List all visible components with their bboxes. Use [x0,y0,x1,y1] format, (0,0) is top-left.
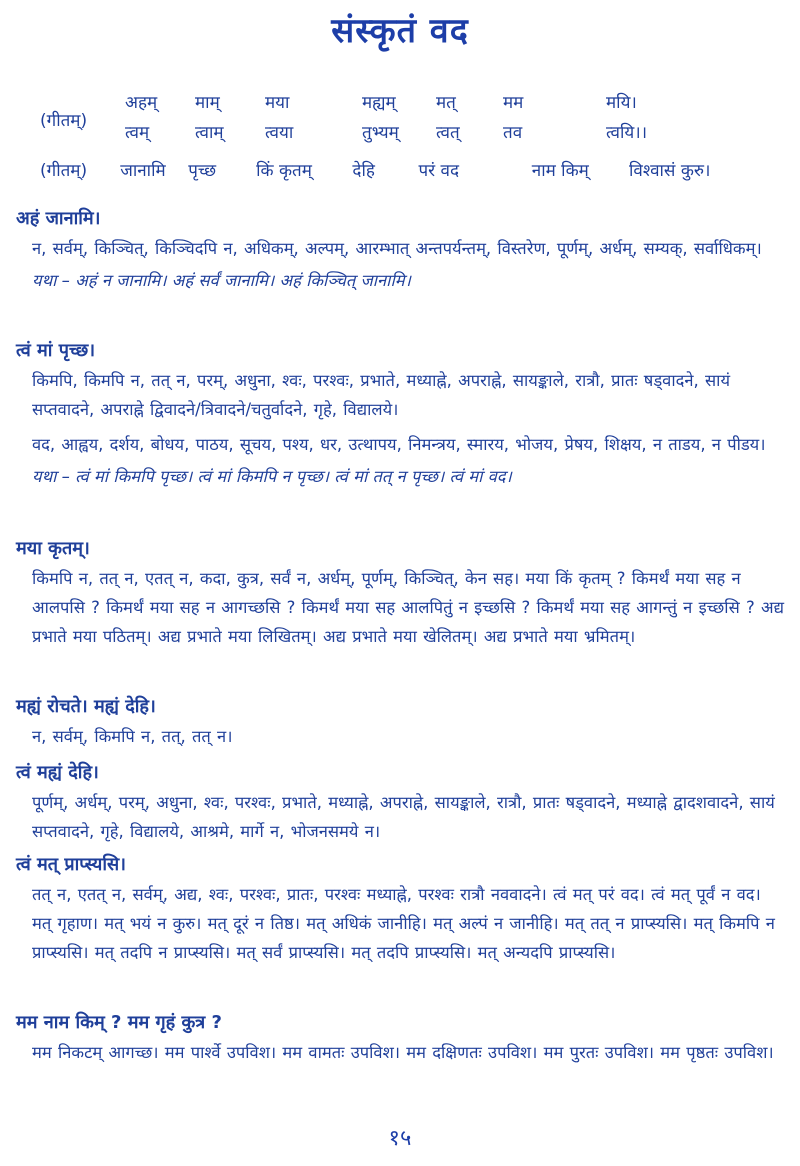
section-body: किमपि, किमपि न, तत् न, परम्, अधुना, श्वः, परश्वः, प्रभाते, मध्याह्ने, अपराह्ने, सायङ्काले, रात्रौ, प्रातः षड्वादने, सायं सप्तवादने, अपराह्ने द्विवादने/त्रिवादने/चतुर्वादने, गृहे, विद्यालये। [32,371,731,419]
pronoun-cell: त्वत् [436,123,460,143]
pronoun-table [40,88,780,186]
section-tvam-mam-prccha [16,338,786,490]
page-number: १५ [388,1126,412,1151]
section-heading: त्वं मह्यं देहि। [16,762,99,783]
section-body: पूर्णम्, अर्धम्, परम्, अधुना, श्वः, परश्वः, प्रभाते, मध्याह्ने, अपराह्ने, सायङ्काले, रात्रौ, प्रातः षड्वादने, मध्याह्ने द्वादशवादने, सायं सप्तवादने, गृहे, विद्यालये, आश्रमे, मार्गे न, भोजनसमये न। [32,793,775,841]
section-example: यथा – त्वं मां किमपि पृच्छ। त्वं मां किमपि न पृच्छ। त्वं मां तत् न पृच्छ। त्वं मां वद। [32,467,512,486]
gitam-label: (गीतम्) [40,161,88,181]
verb-cell: देहि [352,161,375,181]
section-maya-krtam [16,536,786,651]
pronoun-cell: त्वाम् [195,123,224,143]
section-mama-nama-kim [16,1010,786,1067]
verb-cell: जानामि [120,161,166,181]
section-mahyam-rocate [16,694,786,751]
section-heading: मया कृतम्। [16,538,90,559]
section-body-2: वद, आह्वय, दर्शय, बोधय, पाठय, सूचय, पश्य, धर, उत्थापय, निमन्त्रय, स्मारय, भोजय, प्रेषय, शिक्षय, न ताडय, न पीडय। [32,435,766,454]
section-heading: त्वं मां पृच्छ। [16,340,96,361]
pronoun-cell: माम् [195,93,220,113]
section-body: तत् न, एतत् न, सर्वम्, अद्य, श्वः, परश्वः, प्रातः, परश्वः मध्याह्ने, परश्वः रात्रौ नववादने। त्वं मत् परं वद। त्वं मत् पूर्वं न वद। मत् गृहाण। मत् भयं न कुरु। मत् दूरं न तिष्ठ। मत् अधिकं जानीहि। मत् अल्पं न जानीहि। मत् तत् न प्राप्स्यसि। मत् किमपि न प्राप्स्यसि। मत् तदपि न प्राप्स्यसि। मत् सर्वं प्राप्स्यसि। मत् तदपि प्राप्स्यसि। मत् अन्यदपि प्राप्स्यसि। [32,885,775,962]
section-body: न, सर्वम्, किञ्चित्, किञ्चिदपि न, अधिकम्, अल्पम्, आरम्भात् अन्तपर्यन्तम्, विस्तरेण, पूर्णम्, अर्धम्, सम्यक्, सर्वाधिकम्। [32,239,762,258]
pronoun-row-second-person [40,111,780,148]
section-body: न, सर्वम्, किमपि न, तत्, तत् न। [32,727,233,746]
pronoun-cell: मम [503,93,524,113]
section-body: किमपि न, तत् न, एतत् न, कदा, कुत्र, सर्वं न, अर्धम्, पूर्णम्, किञ्चित्, केन सह। मया किं कृतम् ? किमर्थं मया सह न आलपसि ? किमर्थं मया सह न आगच्छसि ? किमर्थं मया सह आलपितुं न इच्छसि ? किमर्थं मया सह आगन्तुं न इच्छसि ? अद्य प्रभाते मया पठितम्। अद्य प्रभाते मया लिखितम्। अद्य प्रभाते मया खेलितम्। अद्य प्रभाते मया भ्रमितम्। [32,569,784,646]
page-title: संस्कृतं वद [331,11,469,51]
section-aham-janami [16,206,786,294]
verb-cell: विश्वासं कुरु। [628,161,711,181]
section-tvam-mat-prapsyasi [16,852,786,967]
pronoun-cell: मयि। [606,93,637,113]
pronoun-cell: मया [265,93,290,113]
pronoun-cell: त्वम् [125,123,150,143]
section-tvam-mahyam-dehi [16,760,786,846]
section-heading: मम नाम किम् ? मम गृहं कुत्र ? [16,1012,222,1033]
section-body: मम निकटम् आगच्छ। मम पार्श्वे उपविश। मम वामतः उपविश। मम दक्षिणतः उपविश। मम पुरतः उपविश। मम पृष्ठतः उपविश। [32,1043,774,1062]
pronoun-cell: तुभ्यम् [362,123,399,143]
section-heading: अहं जानामि। [16,208,101,229]
verb-row [40,156,780,186]
pronoun-row-first-person [40,88,780,118]
pronoun-cell: मह्यम् [362,93,396,113]
pronoun-cell: अहम् [125,93,158,113]
pronoun-cell: त्वयि।। [606,123,648,143]
section-heading: त्वं मत् प्राप्स्यसि। [16,854,126,875]
verb-cell: नाम किम् [531,161,589,181]
pronoun-cell: तव [503,123,523,143]
pronoun-cell: त्वया [265,123,294,143]
section-example: यथा – अहं न जानामि। अहं सर्वं जानामि। अहं किञ्चित् जानामि। [32,271,411,290]
section-heading: मह्यं रोचते। मह्यं देहि। [16,696,156,717]
verb-cell: किं कृतम् [256,161,312,181]
verb-cell: पृच्छ [188,161,217,181]
verb-cell: परं वद [418,161,459,181]
pronoun-cell: मत् [436,93,456,113]
gitam-label: (गीतम्) [40,111,88,131]
